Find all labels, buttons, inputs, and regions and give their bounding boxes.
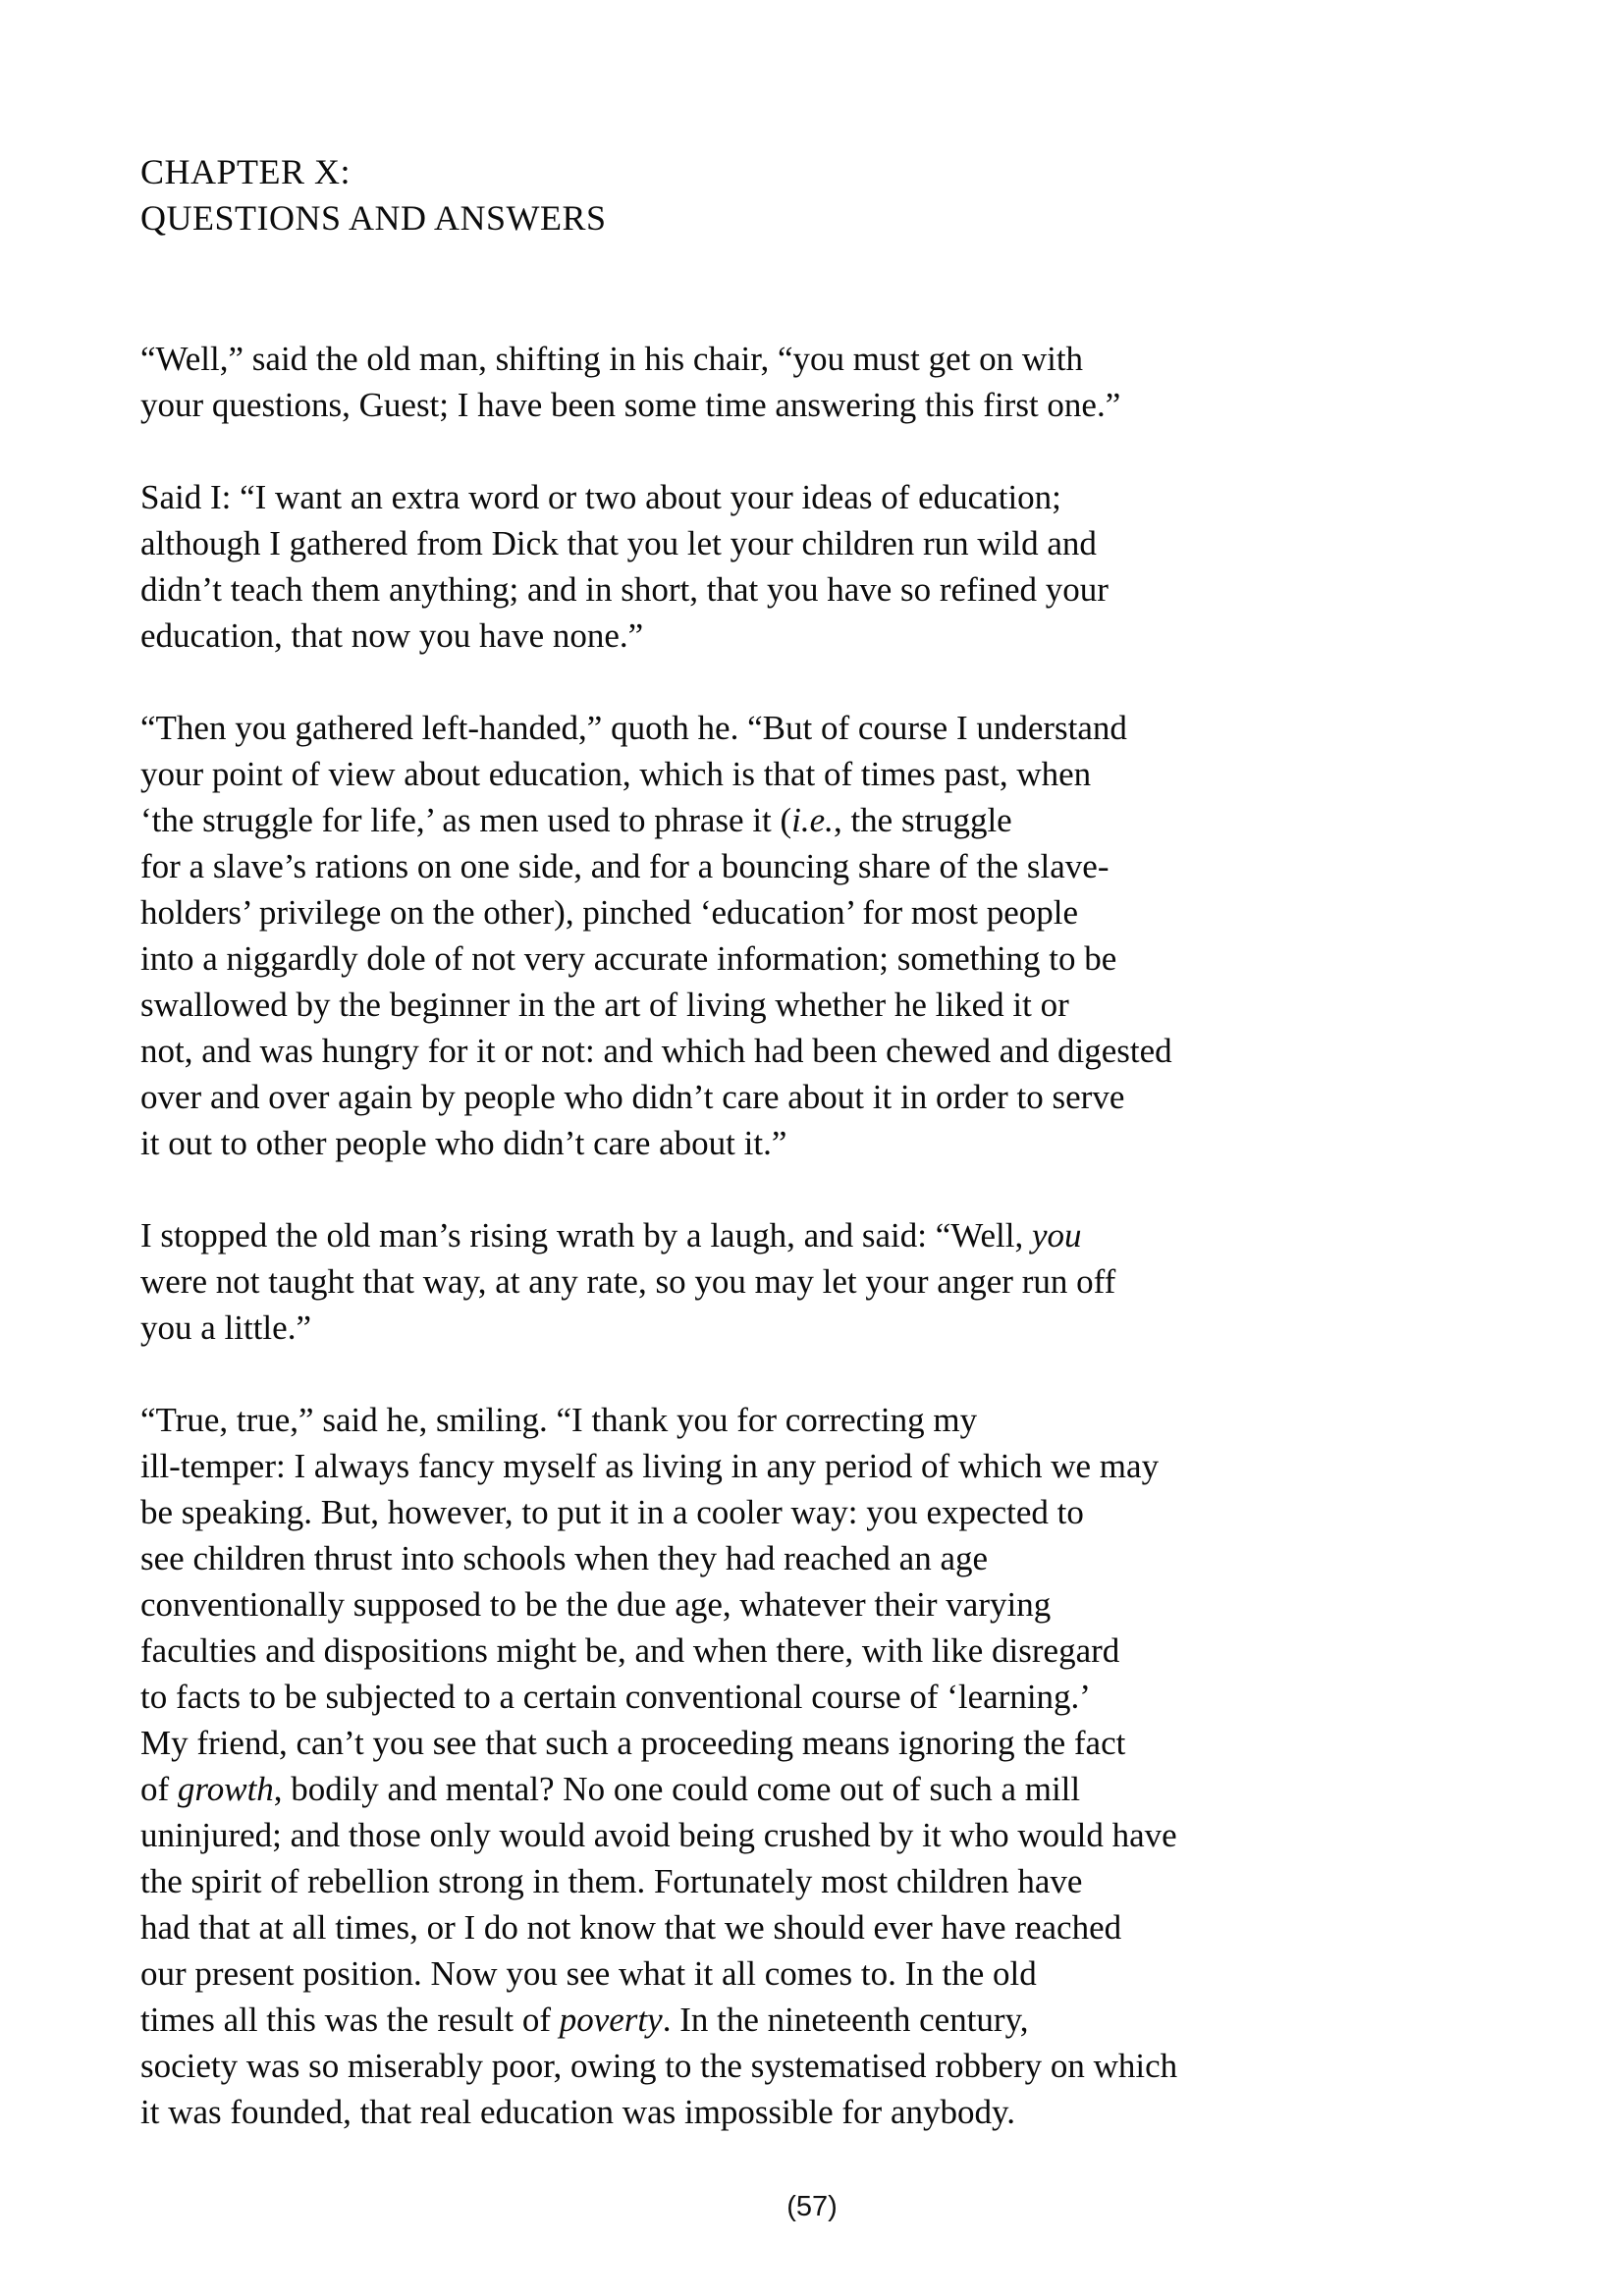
- text-line: over and over again by people who didn’t care about it in order to serve: [140, 1078, 1125, 1116]
- text-line: were not taught that way, at any rate, so you may let your anger run off: [140, 1262, 1116, 1301]
- chapter-heading: [140, 149, 1535, 241]
- text-line: be speaking. But, however, to put it in a cooler way: you expected to: [140, 1493, 1084, 1531]
- text-line: ‘the struggle for life,’ as men used to phrase it (i.e., the struggle: [140, 801, 1012, 839]
- paragraph: [140, 1212, 1535, 1351]
- paragraph: [140, 474, 1535, 659]
- text-line: “Well,” said the old man, shifting in his chair, “you must get on with: [140, 340, 1084, 378]
- text-line: our present position. Now you see what it all comes to. In the old: [140, 1954, 1037, 1993]
- text-line: education, that now you have none.”: [140, 616, 644, 655]
- text-line: the spirit of rebellion strong in them. Fortunately most children have: [140, 1862, 1083, 1900]
- text-line: to facts to be subjected to a certain conventional course of ‘learning.’: [140, 1678, 1091, 1716]
- paragraph: [140, 336, 1535, 428]
- text-line: swallowed by the beginner in the art of living whether he liked it or: [140, 986, 1069, 1024]
- text-line: uninjured; and those only would avoid being crushed by it who would have: [140, 1816, 1177, 1854]
- text-line: although I gathered from Dick that you let your children run wild and: [140, 524, 1097, 562]
- paragraph: [140, 1397, 1535, 2135]
- text-line: didn’t teach them anything; and in short, that you have so refined your: [140, 570, 1109, 609]
- text-line: for a slave’s rations on one side, and for a bouncing share of the slave-: [140, 847, 1110, 885]
- text-line: not, and was hungry for it or not: and which had been chewed and digested: [140, 1032, 1172, 1070]
- text-line: your point of view about education, which is that of times past, when: [140, 755, 1092, 793]
- text-line: “True, true,” said he, smiling. “I thank you for correcting my: [140, 1401, 978, 1439]
- text-line: holders’ privilege on the other), pinched ‘education’ for most people: [140, 893, 1079, 932]
- text-line: times all this was the result of poverty. In the nineteenth century,: [140, 2001, 1029, 2039]
- text-line: faculties and dispositions might be, and when there, with like disregard: [140, 1631, 1120, 1670]
- text-line: it out to other people who didn’t care about it.”: [140, 1124, 787, 1162]
- page-number: (57): [786, 2191, 838, 2222]
- text-line: you a little.”: [140, 1308, 311, 1347]
- text-line: it was founded, that real education was impossible for anybody.: [140, 2093, 1015, 2131]
- page-content: [140, 149, 1535, 2181]
- text-line: see children thrust into schools when they had reached an age: [140, 1539, 989, 1577]
- text-line: “Then you gathered left-handed,” quoth he. “But of course I understand: [140, 709, 1127, 747]
- text-line: had that at all times, or I do not know that we should ever have reached: [140, 1908, 1122, 1947]
- text-line: Said I: “I want an extra word or two about your ideas of education;: [140, 478, 1061, 516]
- text-line: your questions, Guest; I have been some time answering this first one.”: [140, 386, 1121, 424]
- text-line: into a niggardly dole of not very accurate information; something to be: [140, 939, 1117, 978]
- chapter-title: QUESTIONS AND ANSWERS: [140, 198, 607, 238]
- chapter-number: CHAPTER X:: [140, 152, 352, 191]
- paragraphs: [140, 336, 1535, 2135]
- text-line: society was so miserably poor, owing to the systematised robbery on which: [140, 2047, 1178, 2085]
- text-line: of growth, bodily and mental? No one could come out of such a mill: [140, 1770, 1081, 1808]
- paragraph: [140, 705, 1535, 1166]
- text-line: ill-temper: I always fancy myself as living in any period of which we may: [140, 1447, 1160, 1485]
- text-line: My friend, can’t you see that such a proceeding means ignoring the fact: [140, 1724, 1126, 1762]
- text-line: I stopped the old man’s rising wrath by a laugh, and said: “Well, you: [140, 1216, 1082, 1255]
- text-line: conventionally supposed to be the due age, whatever their varying: [140, 1585, 1052, 1624]
